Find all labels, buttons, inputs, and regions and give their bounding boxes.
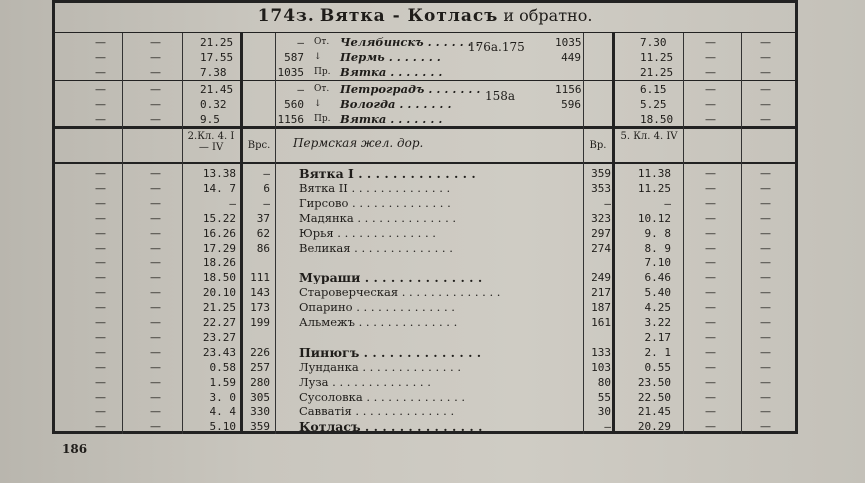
schedule-right-km: 297	[591, 226, 611, 240]
schedule-dash-c: —	[705, 181, 716, 195]
schedule-right-time: 6.46	[644, 271, 671, 285]
block2-row-right-time: 18.50	[640, 113, 674, 126]
schedule-dash-b: —	[150, 375, 161, 389]
schedule-km: —	[263, 196, 270, 210]
schedule-right-km: 187	[591, 301, 611, 315]
schedule-right-time: 11.38	[637, 167, 671, 180]
schedule-dash-a: —	[95, 420, 106, 434]
schedule-dash-c: —	[705, 375, 716, 389]
schedule-km: 359	[250, 420, 270, 434]
schedule-right-time: —	[664, 196, 671, 210]
schedule-dash-b: —	[150, 167, 161, 180]
schedule-left-time: 23.27	[202, 330, 236, 344]
schedule-right-km: —	[604, 196, 611, 210]
block2-row-col-num: 1156	[555, 83, 582, 96]
schedule-left-time: 16.26	[202, 226, 236, 240]
schedule-dash-d: —	[760, 375, 771, 389]
schedule-station: Альмежъ . . . . . . . . . . . . . .	[299, 316, 458, 329]
block1-row-right-time: 11.25	[640, 51, 674, 64]
schedule-station: Гирсово . . . . . . . . . . . . . .	[299, 196, 451, 210]
schedule-station: Мураши . . . . . . . . . . . . . .	[299, 271, 483, 285]
schedule-dash-a: —	[95, 271, 106, 285]
schedule-right-time: 8. 9	[644, 241, 671, 255]
block1-row-dash-c: —	[705, 66, 716, 79]
railway-section-title: Пермская жел. дор.	[293, 136, 424, 150]
schedule-dash-a: —	[95, 345, 106, 359]
schedule-left-time: 22.27	[202, 316, 236, 329]
schedule-dash-d: —	[760, 286, 771, 300]
block1-row-dash-a: —	[95, 51, 106, 64]
block2-row-right-time: 6.15	[640, 83, 667, 96]
block2-row-dash-b: —	[150, 98, 161, 111]
schedule-dash-b: —	[150, 271, 161, 285]
schedule-left-time: 3. 0	[209, 390, 236, 404]
schedule-left-time: 4. 4	[209, 405, 236, 419]
block2-row-dash-b: —	[150, 83, 161, 96]
block1-row-left-time: 17.55	[200, 51, 234, 64]
schedule-right-km: 323	[591, 211, 611, 225]
schedule-dash-b: —	[150, 330, 161, 344]
schedule-dash-d: —	[760, 167, 771, 180]
schedule-km: 86	[256, 241, 270, 255]
schedule-dash-b: —	[150, 286, 161, 300]
block1-row-dash-d: —	[760, 51, 771, 64]
verst-header: Врс.	[247, 140, 271, 151]
schedule-dash-b: —	[150, 241, 161, 255]
block2-row-dash-b: —	[150, 113, 161, 126]
schedule-left-time: 23.43	[202, 345, 236, 359]
schedule-station: Сусоловка . . . . . . . . . . . . . .	[299, 390, 466, 404]
schedule-right-time: 5.40	[644, 286, 671, 300]
block2-row-dash-d: —	[760, 83, 771, 96]
schedule-km: 305	[250, 390, 270, 404]
schedule-dash-c: —	[705, 196, 716, 210]
schedule-dash-b: —	[150, 211, 161, 225]
block2-row-dash-a: —	[95, 113, 106, 126]
schedule-dash-a: —	[95, 181, 106, 195]
schedule-right-time: 7.10	[644, 256, 671, 270]
schedule-right-time: 10.12	[637, 211, 671, 225]
schedule-dash-a: —	[95, 316, 106, 329]
block1-row-dash-c: —	[705, 51, 716, 64]
schedule-dash-d: —	[760, 181, 771, 195]
block2-row-dash-a: —	[95, 98, 106, 111]
schedule-km: 330	[250, 405, 270, 419]
schedule-right-km: 161	[591, 316, 611, 329]
block1-row-right-time: 7.30	[640, 36, 667, 49]
route-name: Вятка - Котласъ	[319, 6, 499, 26]
schedule-station: Вятка I . . . . . . . . . . . . . .	[299, 167, 476, 180]
schedule-km: 280	[250, 375, 270, 389]
block1-row-km: 587	[284, 51, 304, 64]
schedule-km: 143	[250, 286, 270, 300]
schedule-dash-c: —	[705, 271, 716, 285]
schedule-km: —	[263, 167, 270, 180]
block2-row-dash-d: —	[760, 98, 771, 111]
schedule-dash-a: —	[95, 301, 106, 315]
schedule-dash-d: —	[760, 390, 771, 404]
schedule-dash-c: —	[705, 167, 716, 180]
block2-row-mark: От.	[314, 84, 330, 94]
schedule-dash-a: —	[95, 360, 106, 374]
block1-row-right-time: 21.25	[640, 66, 674, 79]
block1-row-dash-c: —	[705, 36, 716, 49]
verst-right-header: Вр.	[589, 140, 607, 151]
schedule-station: Юрья . . . . . . . . . . . . . .	[299, 226, 436, 240]
schedule-dash-d: —	[760, 256, 771, 270]
block2-row-right-time: 5.25	[640, 98, 667, 111]
block2-row-station: Петроградъ . . . . . . .	[340, 82, 481, 96]
schedule-km: 62	[256, 226, 270, 240]
schedule-right-km: 103	[591, 360, 611, 374]
table-title	[52, 6, 798, 26]
schedule-right-time: 21.45	[637, 405, 671, 419]
schedule-right-time: 9. 8	[644, 226, 671, 240]
block1-row-dash-a: —	[95, 36, 106, 49]
schedule-station: Луза . . . . . . . . . . . . . .	[299, 375, 431, 389]
block1-row-left-time: 7.38	[200, 66, 227, 79]
schedule-left-time: 5.10	[209, 420, 236, 434]
left-class-header: 2.Кл. 4. I — IV	[187, 131, 235, 153]
block1-row-km: —	[297, 36, 304, 49]
schedule-right-km: 353	[591, 181, 611, 195]
schedule-dash-a: —	[95, 167, 106, 180]
schedule-left-time: 18.26	[202, 256, 236, 270]
col-line-7	[683, 33, 684, 434]
schedule-dash-a: —	[95, 241, 106, 255]
schedule-right-km: 55	[597, 390, 611, 404]
col-line-2	[182, 33, 183, 434]
schedule-station: Великая . . . . . . . . . . . . . .	[299, 241, 453, 255]
block2-row-mark: ↓	[314, 99, 322, 109]
schedule-dash-d: —	[760, 316, 771, 329]
schedule-right-time: 0.55	[644, 360, 671, 374]
schedule-right-time: 3.22	[644, 316, 671, 329]
schedule-left-time: 15.22	[202, 211, 236, 225]
schedule-dash-c: —	[705, 345, 716, 359]
schedule-station: Староверческая . . . . . . . . . . . . . .	[299, 286, 501, 300]
schedule-left-time: 17.29	[202, 241, 236, 255]
schedule-dash-a: —	[95, 211, 106, 225]
schedule-dash-c: —	[705, 330, 716, 344]
schedule-km: 257	[250, 360, 270, 374]
block2-row-dash-c: —	[705, 98, 716, 111]
schedule-dash-b: —	[150, 420, 161, 434]
schedule-km: 226	[250, 345, 270, 359]
schedule-dash-b: —	[150, 345, 161, 359]
schedule-dash-c: —	[705, 316, 716, 329]
schedule-station: Мадянка . . . . . . . . . . . . . .	[299, 211, 457, 225]
schedule-right-time: 2.17	[644, 330, 671, 344]
schedule-right-time: 20.29	[637, 420, 671, 434]
schedule-dash-b: —	[150, 256, 161, 270]
schedule-dash-a: —	[95, 226, 106, 240]
schedule-dash-c: —	[705, 420, 716, 434]
block2-row-mark: Пр.	[314, 114, 331, 124]
schedule-dash-d: —	[760, 241, 771, 255]
schedule-dash-c: —	[705, 405, 716, 419]
block2-row-km: 1156	[277, 113, 304, 126]
block1-row-station: Вятка . . . . . . .	[340, 65, 443, 79]
schedule-km: 173	[250, 301, 270, 315]
block1-row-col-num: 1035	[555, 36, 582, 49]
block2-row-left-time: 21.45	[200, 83, 234, 96]
block1-row-dash-d: —	[760, 36, 771, 49]
header-top-rule	[52, 126, 798, 129]
block1-row-mark: От.	[314, 37, 330, 47]
schedule-dash-b: —	[150, 181, 161, 195]
schedule-dash-a: —	[95, 196, 106, 210]
title-rule	[52, 32, 798, 33]
schedule-dash-c: —	[705, 256, 716, 270]
block-divider	[52, 80, 798, 81]
schedule-right-km: 217	[591, 286, 611, 300]
schedule-dash-d: —	[760, 196, 771, 210]
schedule-station: Савватія . . . . . . . . . . . . . .	[299, 405, 455, 419]
block2-row-km: —	[297, 83, 304, 96]
schedule-right-km: 133	[591, 345, 611, 359]
block1-row-dash-b: —	[150, 66, 161, 79]
block1-row-dash-b: —	[150, 36, 161, 49]
schedule-right-time: 23.50	[637, 375, 671, 389]
schedule-dash-c: —	[705, 226, 716, 240]
block1-row-station: Челябинскъ . . . . . . .	[340, 35, 480, 49]
block2-row-col-num: 596	[561, 98, 581, 111]
schedule-dash-b: —	[150, 405, 161, 419]
schedule-km: 199	[250, 316, 270, 329]
schedule-km: 6	[263, 181, 270, 195]
block1-row-col-num: 449	[561, 51, 581, 64]
block2-row-dash-a: —	[95, 83, 106, 96]
schedule-dash-c: —	[705, 390, 716, 404]
schedule-left-time: 13.38	[202, 167, 236, 180]
schedule-dash-b: —	[150, 316, 161, 329]
schedule-station: Котласъ . . . . . . . . . . . . . .	[299, 420, 483, 434]
schedule-right-km: 359	[591, 167, 611, 180]
schedule-right-km: 80	[597, 375, 611, 389]
schedule-station: Лунданка . . . . . . . . . . . . . .	[299, 360, 462, 374]
schedule-dash-c: —	[705, 301, 716, 315]
schedule-km: 37	[256, 211, 270, 225]
block1-row-dash-a: —	[95, 66, 106, 79]
block1-row-left-time: 21.25	[200, 36, 234, 49]
schedule-dash-d: —	[760, 345, 771, 359]
schedule-right-time: 11.25	[637, 181, 671, 195]
block2-row-left-time: 9.5	[200, 113, 220, 126]
block2-row-dash-c: —	[705, 83, 716, 96]
route-suffix: и обратно.	[503, 6, 593, 25]
schedule-left-time: 1.59	[209, 375, 236, 389]
schedule-dash-a: —	[95, 286, 106, 300]
train-number-1: 176а.175	[468, 40, 525, 54]
schedule-left-time: 0.58	[209, 360, 236, 374]
table-number: 174з.	[257, 6, 315, 26]
schedule-right-time: 22.50	[637, 390, 671, 404]
schedule-right-km: 249	[591, 271, 611, 285]
schedule-km: 111	[250, 271, 270, 285]
schedule-dash-d: —	[760, 330, 771, 344]
schedule-dash-c: —	[705, 211, 716, 225]
schedule-dash-b: —	[150, 301, 161, 315]
block1-row-mark: Пр.	[314, 67, 331, 77]
schedule-dash-c: —	[705, 241, 716, 255]
schedule-left-time: 18.50	[202, 271, 236, 285]
schedule-right-km: 274	[591, 241, 611, 255]
schedule-dash-d: —	[760, 271, 771, 285]
right-class-header: 5. Кл. 4. IV	[620, 131, 678, 142]
schedule-dash-c: —	[705, 360, 716, 374]
schedule-left-time: 20.10	[202, 286, 236, 300]
col-line-5	[583, 33, 584, 434]
page-number: 186	[62, 442, 88, 456]
schedule-dash-b: —	[150, 360, 161, 374]
block1-row-dash-d: —	[760, 66, 771, 79]
schedule-station: Вятка II . . . . . . . . . . . . . .	[299, 181, 451, 195]
col-line-1	[122, 33, 123, 434]
schedule-dash-a: —	[95, 390, 106, 404]
col-line-8	[741, 33, 742, 434]
schedule-dash-a: —	[95, 330, 106, 344]
schedule-dash-b: —	[150, 196, 161, 210]
schedule-right-km: —	[604, 420, 611, 434]
schedule-left-time: 21.25	[202, 301, 236, 315]
schedule-dash-d: —	[760, 211, 771, 225]
block1-row-dash-b: —	[150, 51, 161, 64]
block2-row-dash-d: —	[760, 113, 771, 126]
schedule-dash-c: —	[705, 286, 716, 300]
schedule-right-time: 2. 1	[644, 345, 671, 359]
schedule-dash-a: —	[95, 405, 106, 419]
schedule-dash-d: —	[760, 301, 771, 315]
block2-row-km: 560	[284, 98, 304, 111]
block2-row-station: Вологда . . . . . . .	[340, 97, 452, 111]
col-line-6	[612, 33, 615, 434]
schedule-right-km: 30	[597, 405, 611, 419]
schedule-station: Опарино . . . . . . . . . . . . . .	[299, 301, 455, 315]
header-bottom-rule	[52, 162, 798, 164]
train-number-2: 158а	[485, 89, 516, 103]
schedule-dash-d: —	[760, 405, 771, 419]
schedule-dash-a: —	[95, 375, 106, 389]
block1-row-station: Пермь . . . . . . .	[340, 50, 441, 64]
schedule-dash-a: —	[95, 256, 106, 270]
block2-row-left-time: 0.32	[200, 98, 227, 111]
block1-row-mark: ↓	[314, 52, 322, 62]
schedule-left-time: 14. 7	[202, 181, 236, 195]
schedule-dash-d: —	[760, 226, 771, 240]
schedule-dash-d: —	[760, 420, 771, 434]
block2-row-dash-c: —	[705, 113, 716, 126]
schedule-dash-d: —	[760, 360, 771, 374]
schedule-right-time: 4.25	[644, 301, 671, 315]
block2-row-station: Вятка . . . . . . .	[340, 112, 443, 126]
schedule-left-time: —	[229, 196, 236, 210]
schedule-station: Пинюгъ . . . . . . . . . . . . . .	[299, 345, 482, 359]
block1-row-km: 1035	[277, 66, 304, 79]
schedule-dash-b: —	[150, 226, 161, 240]
schedule-dash-b: —	[150, 390, 161, 404]
